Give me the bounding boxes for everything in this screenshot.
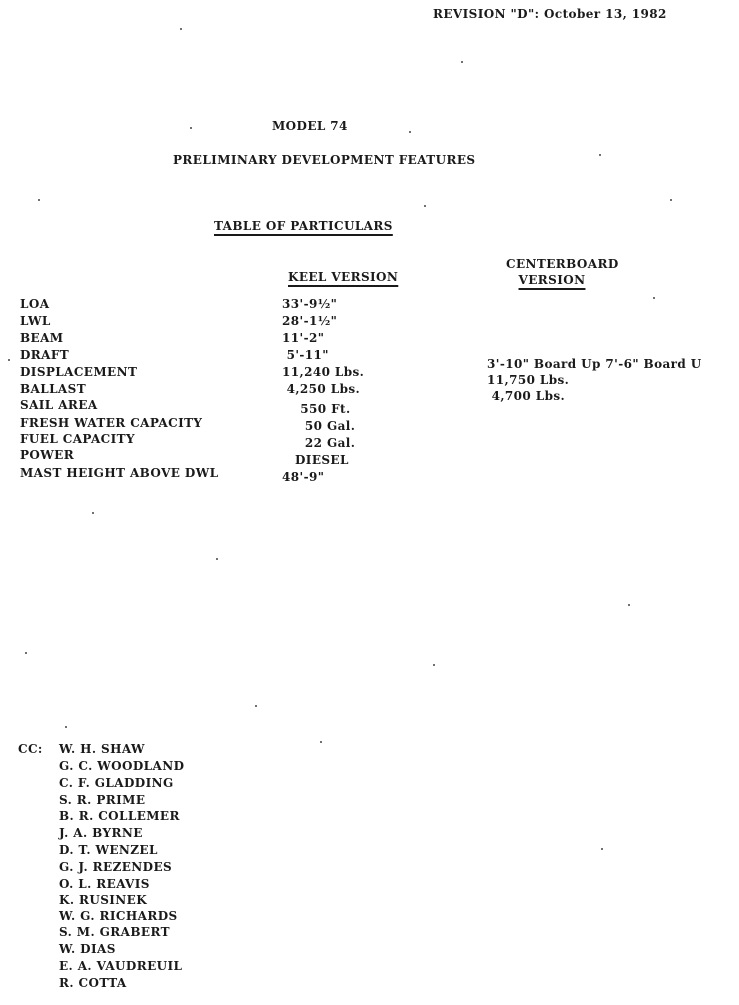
scan-speck	[653, 297, 655, 299]
label-power: POWER	[20, 448, 75, 462]
label-displacement: DISPLACEMENT	[20, 365, 138, 379]
keel-beam: 11'-2"	[282, 331, 325, 345]
cc-name: W. H. SHAW	[59, 742, 145, 756]
cc-name: G. C. WOODLAND	[59, 759, 185, 773]
centerboard-draft: 3'-10" Board Up 7'-6" Board U	[487, 357, 702, 371]
keel-displacement: 11,240 Lbs.	[282, 365, 365, 379]
keel-draft: 5'-11"	[282, 348, 329, 362]
scan-speck	[424, 205, 426, 207]
keel-loa: 33'-9½"	[282, 297, 338, 311]
scan-speck	[601, 848, 603, 850]
keel-fresh-water: 50 Gal.	[282, 419, 356, 433]
label-mast-height: MAST HEIGHT ABOVE DWL	[20, 466, 219, 480]
scan-speck	[320, 741, 322, 743]
cc-name: E. A. VAUDREUIL	[59, 959, 183, 973]
label-draft: DRAFT	[20, 348, 70, 362]
scan-speck	[65, 726, 67, 728]
scan-speck	[461, 61, 463, 63]
cc-name: K. RUSINEK	[59, 893, 148, 907]
keel-fuel: 22 Gal.	[282, 436, 356, 450]
cc-name: S. R. PRIME	[59, 793, 146, 807]
document-subtitle: PRELIMINARY DEVELOPMENT FEATURES	[173, 153, 476, 167]
keel-version-heading: KEEL VERSION	[288, 270, 399, 284]
cc-name: S. M. GRABERT	[59, 925, 170, 939]
label-loa: LOA	[20, 297, 50, 311]
revision-line: REVISION "D": October 13, 1982	[433, 7, 667, 21]
scan-speck	[190, 127, 192, 129]
label-sail-area: SAIL AREA	[20, 398, 98, 412]
scan-speck	[216, 558, 218, 560]
centerboard-heading-line2: VERSION	[518, 273, 586, 287]
label-fuel: FUEL CAPACITY	[20, 432, 135, 446]
scan-speck	[409, 131, 411, 133]
keel-mast-height: 48'-9"	[282, 470, 325, 484]
keel-ballast: 4,250 Lbs.	[282, 382, 361, 396]
cc-name: B. R. COLLEMER	[59, 809, 180, 823]
cc-name: J. A. BYRNE	[59, 826, 143, 840]
centerboard-heading-line1: CENTERBOARD	[506, 257, 619, 271]
label-beam: BEAM	[20, 331, 64, 345]
scan-speck	[92, 512, 94, 514]
cc-label: CC:	[18, 742, 43, 756]
scan-speck	[255, 705, 257, 707]
label-fresh-water: FRESH WATER CAPACITY	[20, 416, 203, 430]
centerboard-ballast: 4,700 Lbs.	[487, 389, 566, 403]
keel-power: DIESEL	[295, 453, 349, 467]
label-ballast: BALLAST	[20, 382, 87, 396]
scan-speck	[670, 199, 672, 201]
keel-lwl: 28'-1½"	[282, 314, 338, 328]
cc-name: R. COTTA	[59, 976, 127, 990]
scan-speck	[628, 604, 630, 606]
scan-speck	[599, 154, 601, 156]
cc-name: W. DIAS	[59, 942, 116, 956]
label-lwl: LWL	[20, 314, 51, 328]
cc-name: G. J. REZENDES	[59, 860, 173, 874]
cc-name: C. F. GLADDING	[59, 776, 174, 790]
centerboard-displacement: 11,750 Lbs.	[487, 373, 570, 387]
scan-speck	[180, 28, 182, 30]
scan-speck	[25, 652, 27, 654]
keel-sail-area: 550 Ft.	[282, 402, 351, 416]
scan-speck	[38, 199, 40, 201]
scan-speck	[8, 359, 10, 361]
cc-name: W. G. RICHARDS	[59, 909, 178, 923]
cc-name: O. L. REAVIS	[59, 877, 150, 891]
cc-name: D. T. WENZEL	[59, 843, 158, 857]
table-title: TABLE OF PARTICULARS	[214, 219, 393, 233]
model-title: MODEL 74	[272, 119, 348, 133]
scan-speck	[433, 664, 435, 666]
